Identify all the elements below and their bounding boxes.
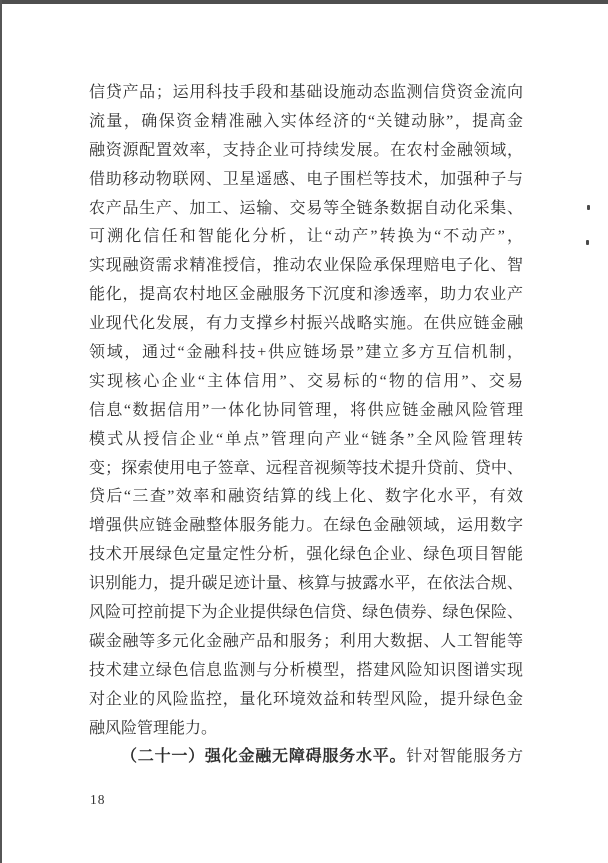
scan-speck: [587, 205, 590, 210]
section-body-start: 针对智能服务方: [406, 748, 523, 766]
text-line: 融风险管理能力。: [89, 719, 218, 737]
text-line: 业现代化发展，有力支撑乡村振兴战略实施。在供应链金融: [89, 315, 523, 333]
scan-edge-left: [0, 0, 2, 863]
text-line: 技术建立绿色信息监测与分析模型，搭建风险知识图谱实现: [89, 661, 523, 679]
text-line: 农产品生产、加工、运输、交易等全链条数据自动化采集、: [89, 199, 523, 217]
text-line: 融资源配置效率，支持企业可持续发展。在农村金融领域，: [89, 141, 523, 159]
text-line: 信息“数据信用”一体化协同管理，将供应链金融风险管理: [89, 401, 523, 419]
text-line: 贷后“三查”效率和融资结算的线上化、数字化水平，有效: [89, 488, 523, 506]
text-line: 能化，提高农村地区金融服务下沉度和渗透率，助力农业产: [89, 286, 523, 304]
text-line: 增强供应链金融整体服务能力。在绿色金融领域，运用数字: [89, 517, 523, 535]
text-line: 识别能力，提升碳足迹计量、核算与披露水平，在依法合规、: [89, 575, 523, 593]
text-line: 实现核心企业“主体信用”、交易标的“物的信用”、交易: [89, 372, 523, 390]
text-line: 信贷产品；运用科技手段和基础设施动态监测信贷资金流向: [89, 84, 523, 101]
page-number: 18: [90, 792, 106, 807]
section-heading: （二十一）强化金融无障碍服务水平。: [121, 748, 407, 766]
text-line: 模式从授信企业“单点”管理向产业“链条”全风险管理转: [89, 430, 523, 448]
text-line: 领域，通过“金融科技+供应链场景”建立多方互信机制，: [89, 344, 523, 362]
text-line: 流量，确保资金精准融入实体经济的“关键动脉”，提高金: [89, 112, 523, 130]
body-text: [89, 79, 523, 772]
text-line: 对企业的风险监控，量化环境效益和转型风险，提升绿色金: [89, 690, 523, 708]
scan-speck: [586, 240, 589, 245]
text-line: 可溯化信任和智能化分析，让“动产”转换为“不动产”，: [89, 228, 523, 246]
text-line: 碳金融等多元化金融产品和服务；利用大数据、人工智能等: [89, 632, 523, 650]
paragraph-21-line: [89, 743, 523, 772]
text-line: 风险可控前提下为企业提供绿色信贷、绿色债券、绿色保险、: [89, 604, 523, 622]
scan-edge-top: [0, 0, 608, 4]
text-line: 借助移动物联网、卫星遥感、电子围栏等技术，加强种子与: [89, 170, 523, 188]
text-line: 变；探索使用电子签章、远程音视频等技术提升贷前、贷中、: [89, 459, 523, 477]
text-line: 实现融资需求精准授信，推动农业保险承保理赔电子化、智: [89, 257, 523, 275]
text-line: 技术开展绿色定量定性分析，强化绿色企业、绿色项目智能: [89, 546, 523, 564]
